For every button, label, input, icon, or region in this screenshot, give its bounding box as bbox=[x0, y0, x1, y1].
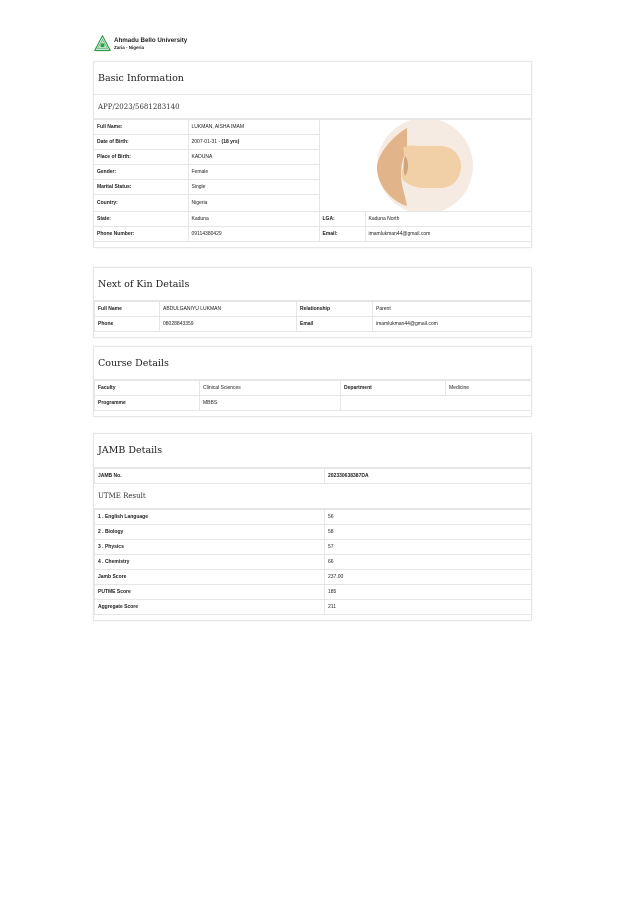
lga-label: LGA: bbox=[319, 212, 365, 227]
country-value: Nigeria bbox=[188, 195, 319, 212]
biology-label: 2 . Biology bbox=[95, 525, 325, 540]
faculty-value: Clinical Sciences bbox=[200, 381, 341, 396]
email-value: imamlukman44@gmail.com bbox=[365, 227, 531, 242]
course-details-table bbox=[94, 380, 532, 411]
table-row bbox=[95, 585, 532, 600]
jamb-no-label: JAMB No. bbox=[95, 469, 325, 484]
table-row bbox=[95, 317, 532, 332]
table-row bbox=[94, 120, 531, 135]
utme-result-title: UTME Result bbox=[94, 484, 531, 509]
chemistry-score: 66 bbox=[325, 555, 532, 570]
putme-score-label: PUTME Score bbox=[95, 585, 325, 600]
phone-number-label: Phone Number: bbox=[94, 227, 188, 242]
next-of-kin-title: Next of Kin Details bbox=[94, 268, 531, 301]
marital-status-value: Single bbox=[188, 180, 319, 195]
putme-score-value: 185 bbox=[325, 585, 532, 600]
table-row bbox=[94, 227, 531, 242]
table-row bbox=[95, 525, 532, 540]
jamb-score-value: 237.00 bbox=[325, 570, 532, 585]
full-name-label: Full Name: bbox=[94, 120, 188, 135]
dob-value-cell bbox=[188, 135, 319, 150]
aggregate-score-value: 211 bbox=[325, 600, 532, 615]
applicant-photo bbox=[375, 120, 475, 212]
english-score: 56 bbox=[325, 510, 532, 525]
next-of-kin-table bbox=[94, 301, 532, 332]
gender-label: Gender: bbox=[94, 165, 188, 180]
kin-phone-value: 08028843359 bbox=[160, 317, 297, 332]
kin-name-value: ABDULGANIYU LUKMAN bbox=[160, 302, 297, 317]
programme-value: MBBS bbox=[200, 396, 341, 411]
table-row bbox=[95, 570, 532, 585]
place-of-birth-label: Place of Birth: bbox=[94, 150, 188, 165]
department-label: Department bbox=[341, 381, 446, 396]
jamb-no-value: 202330638387DA bbox=[325, 469, 532, 484]
lga-value: Kaduna North bbox=[365, 212, 531, 227]
table-row bbox=[95, 540, 532, 555]
marital-status-label: Marital Status: bbox=[94, 180, 188, 195]
physics-label: 3 . Physics bbox=[95, 540, 325, 555]
table-row bbox=[95, 510, 532, 525]
kin-name-label: Full Name bbox=[95, 302, 160, 317]
kin-email-value: imamlukman44@gmail.com bbox=[373, 317, 532, 332]
phone-number-value: 09114380429 bbox=[188, 227, 319, 242]
university-logo-icon bbox=[94, 35, 111, 52]
gender-value: Female bbox=[188, 165, 319, 180]
table-row bbox=[95, 302, 532, 317]
programme-label: Programme bbox=[95, 396, 200, 411]
dob-value: 2007-01-31 - bbox=[191, 139, 222, 145]
table-row bbox=[95, 600, 532, 615]
empty-cell bbox=[341, 396, 532, 411]
table-row bbox=[95, 555, 532, 570]
jamb-number-table bbox=[94, 468, 532, 484]
jamb-details-card bbox=[93, 433, 532, 621]
place-of-birth-value: KADUNA bbox=[188, 150, 319, 165]
table-row bbox=[94, 212, 531, 227]
aggregate-score-label: Aggregate Score bbox=[95, 600, 325, 615]
age-value: (18 yrs) bbox=[221, 139, 240, 145]
jamb-score-label: Jamb Score bbox=[95, 570, 325, 585]
university-name: Ahmadu Bello University bbox=[114, 36, 188, 44]
header bbox=[94, 35, 187, 52]
application-number: APP/2023/5681283140 bbox=[94, 95, 531, 119]
department-value: Medicine bbox=[446, 381, 532, 396]
utme-result-table bbox=[94, 509, 532, 615]
country-label: Country: bbox=[94, 195, 188, 212]
course-details-card bbox=[93, 346, 532, 417]
state-value: Kaduna bbox=[188, 212, 319, 227]
photo-cell bbox=[319, 120, 531, 212]
table-row bbox=[95, 469, 532, 484]
kin-email-label: Email bbox=[297, 317, 373, 332]
next-of-kin-card bbox=[93, 267, 532, 338]
basic-information-card bbox=[93, 61, 532, 248]
kin-relationship-label: Relationship bbox=[297, 302, 373, 317]
physics-score: 57 bbox=[325, 540, 532, 555]
course-details-title: Course Details bbox=[94, 347, 531, 380]
university-location: Zaria - Nigeria bbox=[114, 44, 145, 50]
biology-score: 58 bbox=[325, 525, 532, 540]
english-label: 1 . English Language bbox=[95, 510, 325, 525]
kin-relationship-value: Parent bbox=[373, 302, 532, 317]
basic-information-title: Basic Information bbox=[94, 62, 531, 95]
state-label: State: bbox=[94, 212, 188, 227]
jamb-details-title: JAMB Details bbox=[94, 434, 531, 468]
chemistry-label: 4 . Chemistry bbox=[95, 555, 325, 570]
basic-info-table bbox=[94, 119, 532, 242]
table-row bbox=[95, 396, 532, 411]
email-label: Email: bbox=[319, 227, 365, 242]
kin-phone-label: Phone bbox=[95, 317, 160, 332]
dob-label: Date of Birth: bbox=[94, 135, 188, 150]
table-row bbox=[95, 381, 532, 396]
full-name-value: LUKMAN, AISHA IMAM bbox=[188, 120, 319, 135]
faculty-label: Faculty bbox=[95, 381, 200, 396]
